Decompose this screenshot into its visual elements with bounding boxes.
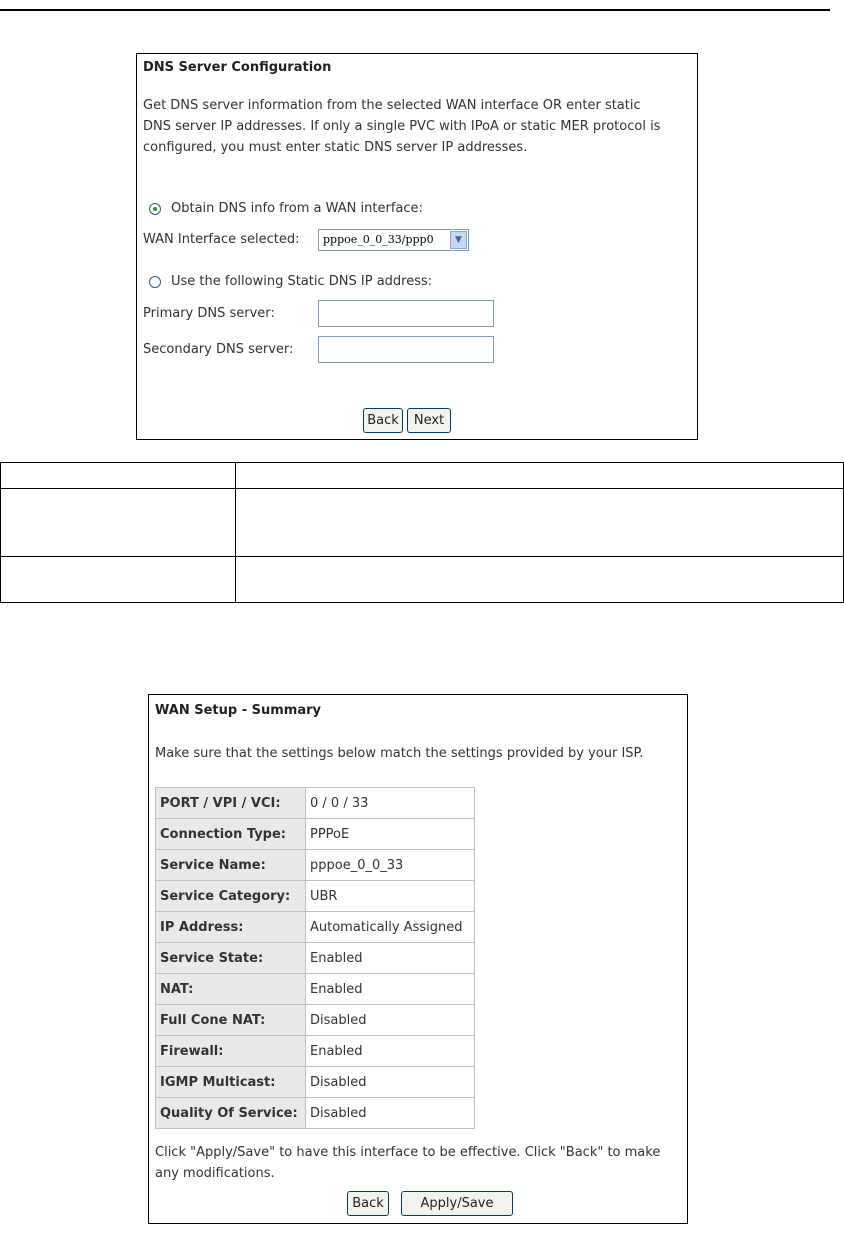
wan-interface-label: WAN Interface selected: bbox=[143, 232, 300, 247]
wan-summary-intro: Make sure that the settings below match the settings provided by your ISP. bbox=[155, 746, 644, 761]
summary-value: PPPoE bbox=[306, 819, 475, 850]
next-button[interactable]: Next bbox=[407, 408, 451, 433]
summary-key: Service Name: bbox=[156, 850, 306, 881]
dns-description-line: DNS server IP addresses. If only a single PVC with IPoA or static MER protocol is bbox=[143, 119, 661, 134]
obtain-dns-label: Obtain DNS info from a WAN interface: bbox=[171, 201, 423, 216]
table-cell bbox=[1, 463, 236, 489]
summary-value: Enabled bbox=[306, 943, 475, 974]
table-row bbox=[1, 463, 844, 489]
secondary-dns-input[interactable] bbox=[318, 336, 494, 363]
summary-key: NAT: bbox=[156, 974, 306, 1005]
dns-description-line: configured, you must enter static DNS server IP addresses. bbox=[143, 140, 528, 155]
summary-key: Quality Of Service: bbox=[156, 1098, 306, 1129]
table-row bbox=[156, 1067, 475, 1098]
static-dns-radio[interactable] bbox=[149, 276, 161, 288]
footer-line: Click "Apply/Save" to have this interface to be effective. Click "Back" to make bbox=[155, 1145, 661, 1160]
table-row bbox=[156, 1098, 475, 1129]
static-dns-option[interactable] bbox=[149, 274, 432, 289]
table-row bbox=[156, 819, 475, 850]
obtain-dns-radio[interactable] bbox=[149, 203, 161, 215]
primary-dns-label: Primary DNS server: bbox=[143, 306, 275, 321]
table-row bbox=[156, 943, 475, 974]
summary-value: Disabled bbox=[306, 1067, 475, 1098]
top-rule bbox=[0, 9, 830, 11]
summary-value: 0 / 0 / 33 bbox=[306, 788, 475, 819]
summary-value: Automatically Assigned bbox=[306, 912, 475, 943]
table-cell bbox=[236, 489, 844, 557]
summary-value: Disabled bbox=[306, 1098, 475, 1129]
table-row bbox=[156, 850, 475, 881]
summary-table bbox=[155, 787, 475, 1129]
back-button[interactable]: Back bbox=[347, 1191, 389, 1216]
table-row bbox=[156, 1036, 475, 1067]
wan-summary-footer bbox=[155, 1142, 660, 1184]
wan-interface-value: pppoe_0_0_33/ppp0 bbox=[323, 233, 434, 246]
summary-key: Connection Type: bbox=[156, 819, 306, 850]
description-table bbox=[0, 462, 844, 603]
table-row bbox=[156, 788, 475, 819]
table-row bbox=[1, 557, 844, 603]
primary-dns-input[interactable] bbox=[318, 300, 494, 327]
table-cell bbox=[1, 557, 236, 603]
table-row bbox=[156, 974, 475, 1005]
table-row bbox=[156, 912, 475, 943]
table-row bbox=[156, 881, 475, 912]
summary-key: Firewall: bbox=[156, 1036, 306, 1067]
apply-save-button[interactable]: Apply/Save bbox=[401, 1191, 513, 1216]
summary-value: Enabled bbox=[306, 1036, 475, 1067]
summary-value: pppoe_0_0_33 bbox=[306, 850, 475, 881]
table-cell bbox=[236, 557, 844, 603]
dns-description bbox=[143, 95, 660, 158]
dns-config-title: DNS Server Configuration bbox=[143, 60, 332, 75]
table-cell bbox=[236, 463, 844, 489]
dns-config-panel bbox=[136, 53, 698, 440]
summary-value: UBR bbox=[306, 881, 475, 912]
wan-summary-panel bbox=[148, 694, 688, 1224]
dns-description-line: Get DNS server information from the selected WAN interface OR enter static bbox=[143, 98, 641, 113]
wan-summary-title: WAN Setup - Summary bbox=[155, 703, 321, 718]
footer-line: any modifications. bbox=[155, 1166, 275, 1181]
summary-key: Service State: bbox=[156, 943, 306, 974]
summary-key: PORT / VPI / VCI: bbox=[156, 788, 306, 819]
table-cell bbox=[1, 489, 236, 557]
summary-key: Service Category: bbox=[156, 881, 306, 912]
chevron-down-icon[interactable]: ▼ bbox=[450, 231, 467, 249]
summary-value: Disabled bbox=[306, 1005, 475, 1036]
obtain-dns-option[interactable] bbox=[149, 201, 423, 216]
table-row bbox=[156, 1005, 475, 1036]
secondary-dns-label: Secondary DNS server: bbox=[143, 342, 294, 357]
back-button[interactable]: Back bbox=[363, 408, 403, 433]
summary-key: IP Address: bbox=[156, 912, 306, 943]
summary-key: IGMP Multicast: bbox=[156, 1067, 306, 1098]
wan-interface-select[interactable] bbox=[318, 229, 469, 251]
static-dns-label: Use the following Static DNS IP address: bbox=[171, 274, 433, 289]
table-row bbox=[1, 489, 844, 557]
summary-value: Enabled bbox=[306, 974, 475, 1005]
summary-key: Full Cone NAT: bbox=[156, 1005, 306, 1036]
